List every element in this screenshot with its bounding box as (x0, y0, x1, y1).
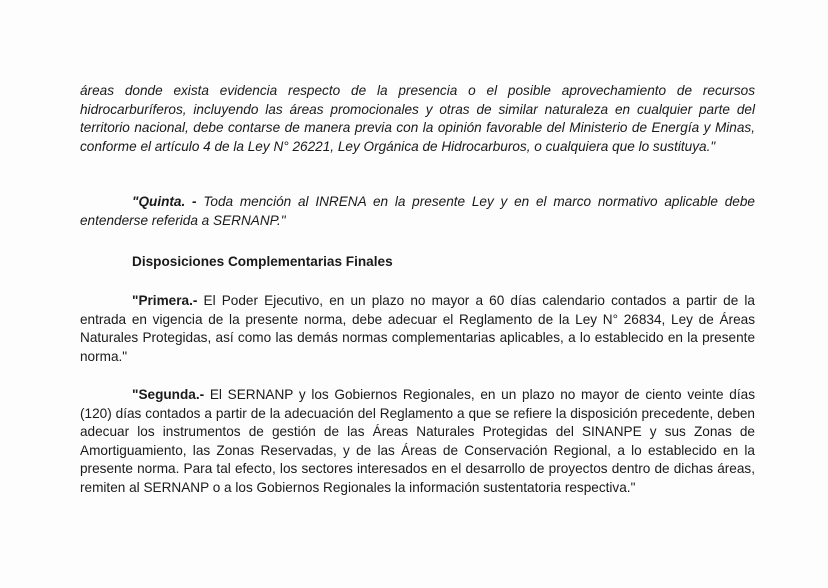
primera-lead: "Primera.- (132, 293, 198, 308)
disposition-quinta (80, 193, 755, 230)
segunda-lead: "Segunda.- (132, 387, 205, 402)
primera-text: El Poder Ejecutivo, en un plazo no mayor a 60 días calendario contados a partir de la entrada en vigencia de la presente norma, debe adecuar el Reglamento de la Ley N° 26834, Ley de Áreas Naturales Protegidas, así como las demás normas complementarias aplicables, a lo establecido en la presente norma." (80, 293, 755, 364)
quinta-lead: "Quinta. - (132, 194, 197, 209)
disposition-segunda (80, 386, 755, 498)
disposition-primera (80, 292, 755, 366)
paragraph-continuation-text: áreas donde exista evidencia respecto de la presencia o el posible aprovechamiento de recursos hidrocarburíferos, incluyendo las áreas promocionales y otras de similar naturaleza en cualquier parte del territorio nacional, debe contarse de manera previa con la opinión favorable del Ministerio de Energía y Minas, conforme el artículo 4 de la Ley N° 26221, Ley Orgánica de Hidrocarburos, o cualquiera que lo sustituya." (80, 83, 755, 154)
segunda-text: El SERNANP y los Gobiernos Regionales, en un plazo no mayor de ciento veinte días (120) días contados a partir de la adecuación del Reglamento a que se refiere la disposición precedente, deben adecuar los instrumentos de gestión de las Áreas Naturales Protegidas del SINANPE y sus Zonas de Amortiguamiento, las Zonas Reservadas, y de las Áreas de Conservación Regional, a lo establecido en la presente norma. Para tal efecto, los sectores interesados en el desarrollo de proyectos dentro de dichas áreas, remiten al SERNANP o a los Gobiernos Regionales la información sustentatoria respectiva." (80, 387, 755, 495)
paragraph-continuation (80, 82, 755, 156)
quinta-text: Toda mención al INRENA en la presente Ley y en el marco normativo aplicable debe entenderse referida a SERNANP." (80, 194, 755, 228)
section-heading: Disposiciones Complementarias Finales (132, 254, 393, 269)
